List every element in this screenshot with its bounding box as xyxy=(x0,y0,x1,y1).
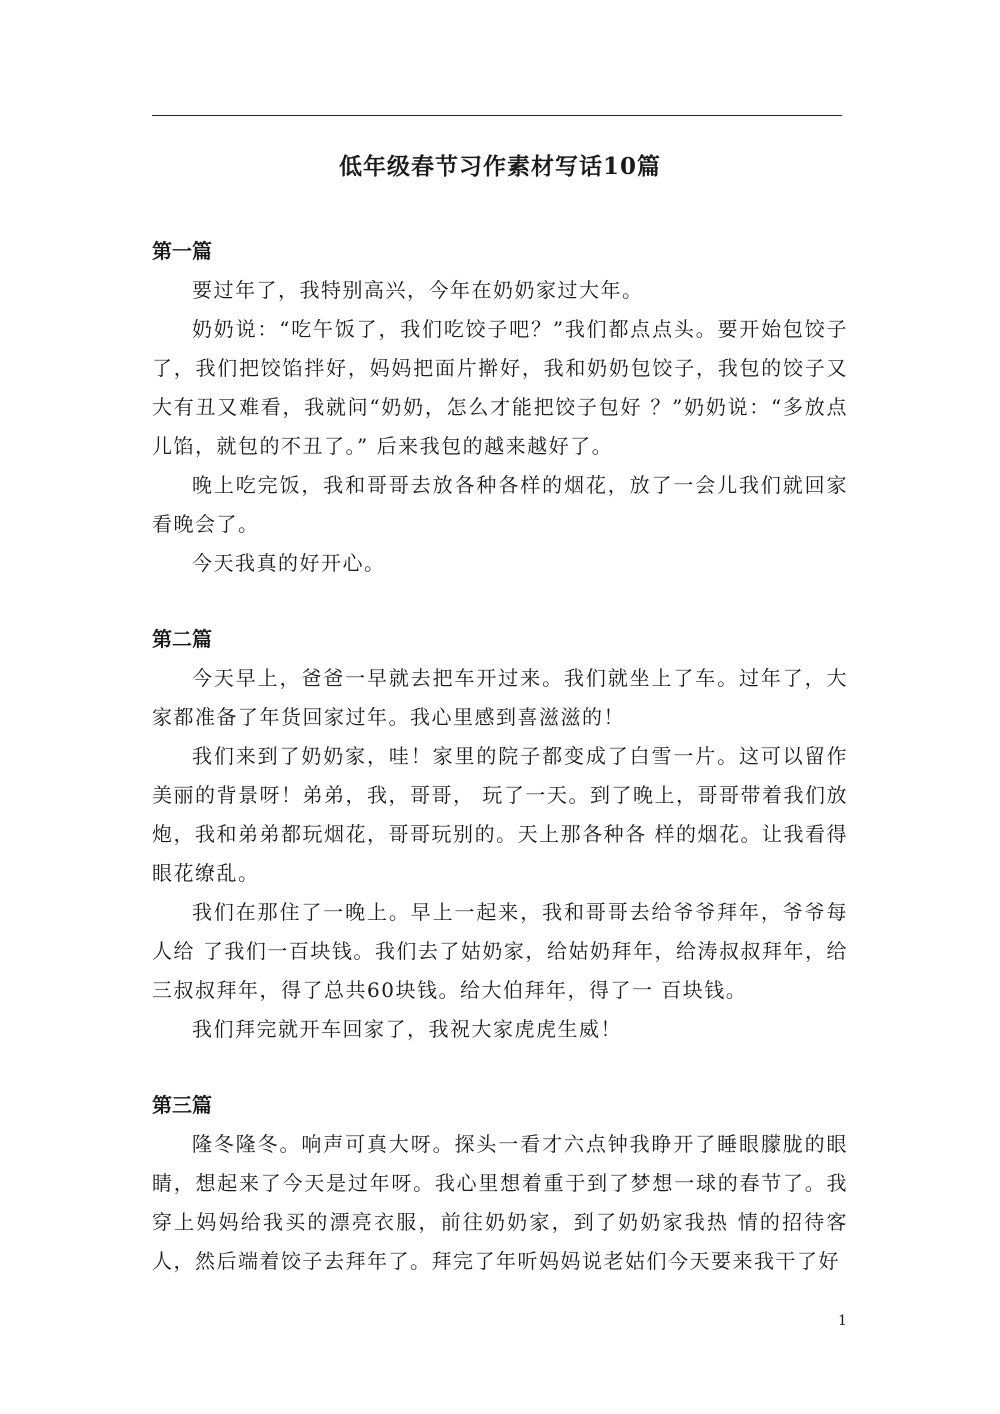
section-1 xyxy=(152,232,848,583)
paragraph: 隆冬隆冬。响声可真大呀。探头一看才六点钟我睁开了睡眼朦胧的眼睛，想起来了今天是过年呀。我心里想着重于到了梦想一球的春节了。我穿上妈妈给我买的漂亮衣服，前往奶奶家，到了奶奶家我热 情的招待客人，然后端着饺子去拜年了。拜完了年听妈妈说老姑们今天要来我干了好 xyxy=(152,1132,848,1273)
section-gap xyxy=(152,583,848,620)
document-title: 低年级春节习作素材写话10篇 xyxy=(338,153,661,180)
paragraph: 今天我真的好开心。 xyxy=(192,551,386,575)
section-gap xyxy=(152,1049,848,1086)
page-number: 1 xyxy=(838,1313,847,1329)
section-heading: 第一篇 xyxy=(152,239,212,263)
paragraph: 我们在那住了一晚上。早上一起来，我和哥哥去给爷爷拜年，爷爷每人给 了我们一百块钱。我们去了姑奶家，给姑奶拜年，给涛叔叔拜年，给三叔叔拜年，得了总共60块钱。给大伯拜年，得了一 百块钱。 xyxy=(152,900,848,1002)
header-rule xyxy=(152,115,842,116)
paragraph: 我们拜完就开车回家了，我祝大家虎虎生威！ xyxy=(192,1017,622,1041)
document-body xyxy=(152,232,848,1281)
section-3 xyxy=(152,1086,848,1281)
section-heading: 第二篇 xyxy=(152,627,212,651)
paragraph: 要过年了，我特别高兴，今年在奶奶家过大年。 xyxy=(192,278,644,302)
paragraph: 奶奶说：“吃午饭了，我们吃饺子吧？”我们都点点头。要开始包饺子了，我们把饺馅拌好，妈妈把面片擀好，我和奶奶包饺子，我包的饺子又大有丑又难看，我就问“奶奶，怎么才能把饺子包好 ？”奶奶说：“多放点儿馅，就包的不丑了。” 后来我包的越来越好了。 xyxy=(152,317,848,458)
paragraph: 我们来到了奶奶家，哇！家里的院子都变成了白雪一片。这可以留作美丽的背景呀！弟弟，我，哥哥， 玩了一天。到了晚上，哥哥带着我们放炮，我和弟弟都玩烟花，哥哥玩别的。天上那各种各 样的烟花。让我看得眼花缭乱。 xyxy=(152,744,848,885)
paragraph: 今天早上，爸爸一早就去把车开过来。我们就坐上了车。过年了，大家都准备了年货回家过年。我心里感到喜滋滋的！ xyxy=(152,666,848,729)
section-2 xyxy=(152,620,848,1049)
paragraph: 晚上吃完饭，我和哥哥去放各种各样的烟花，放了一会儿我们就回家看晚会了。 xyxy=(152,473,848,536)
section-heading: 第三篇 xyxy=(152,1093,212,1117)
